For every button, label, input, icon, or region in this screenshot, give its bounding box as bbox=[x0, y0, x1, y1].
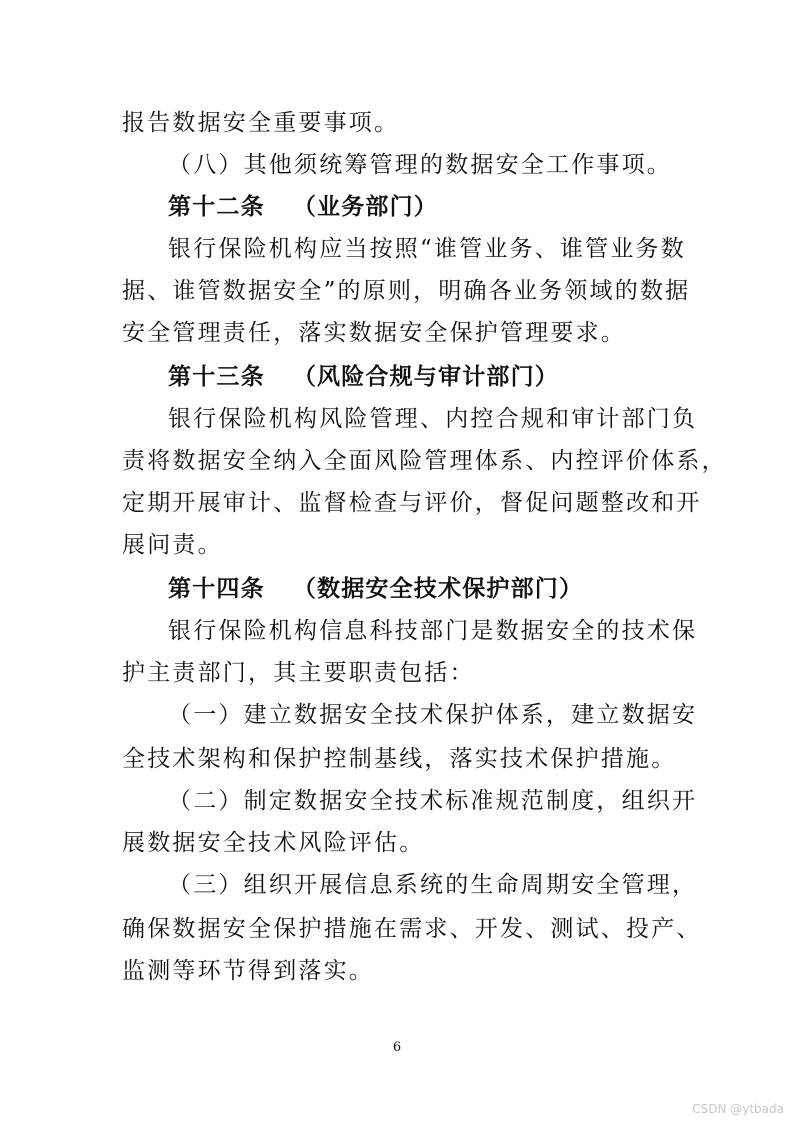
article-number: 第十二条 bbox=[168, 194, 265, 220]
paragraph-line: 银行保险机构风险管理、内控合规和审计部门负 bbox=[168, 406, 698, 432]
paragraph-line: 银行保险机构应当按照“谁管业务、谁管业务数 bbox=[168, 236, 686, 262]
paragraph-line: 展问责。 bbox=[122, 532, 223, 558]
paragraph-line: 报告数据安全重要事项。 bbox=[122, 110, 400, 136]
article-number: 第十四条 bbox=[168, 576, 265, 602]
paragraph-line: 银行保险机构信息科技部门是数据安全的技术保 bbox=[168, 618, 698, 644]
watermark: CSDN @ytbada bbox=[692, 1102, 784, 1116]
paragraph-line: （八）其他须统筹管理的数据安全工作事项。 bbox=[168, 152, 672, 178]
paragraph-line: （一）建立数据安全技术保护体系，建立数据安 bbox=[168, 702, 698, 728]
paragraph-line: 责将数据安全纳入全面风险管理体系、内控评价体系， bbox=[122, 448, 727, 474]
article-heading-12 bbox=[168, 192, 438, 222]
paragraph-line: 展数据安全技术风险评估。 bbox=[122, 830, 425, 856]
page-number: 6 bbox=[392, 1040, 402, 1055]
article-heading-13 bbox=[168, 362, 559, 392]
paragraph-line: （二）制定数据安全技术标准规范制度，组织开 bbox=[168, 788, 698, 814]
paragraph-line: 监测等环节得到落实。 bbox=[122, 958, 374, 984]
article-number: 第十三条 bbox=[168, 364, 265, 390]
paragraph-line: 据、谁管数据安全”的原则，明确各业务领域的数据 bbox=[122, 278, 691, 304]
article-heading-14 bbox=[168, 574, 583, 604]
paragraph-line: 安全管理责任，落实数据安全保护管理要求。 bbox=[122, 320, 626, 346]
paragraph-line: 全技术架构和保护控制基线，落实技术保护措施。 bbox=[122, 746, 677, 772]
paragraph-line: 护主责部门，其主要职责包括： bbox=[122, 660, 475, 686]
article-title: （数据安全技术保护部门） bbox=[292, 576, 584, 602]
paragraph-line: （三）组织开展信息系统的生命周期安全管理， bbox=[168, 872, 698, 898]
article-title: （风险合规与审计部门） bbox=[292, 364, 560, 390]
paragraph-line: 确保数据安全保护措施在需求、开发、测试、投产、 bbox=[122, 916, 702, 942]
article-title: （业务部门） bbox=[292, 194, 439, 220]
paragraph-line: 定期开展审计、监督检查与评价，督促问题整改和开 bbox=[122, 490, 702, 516]
